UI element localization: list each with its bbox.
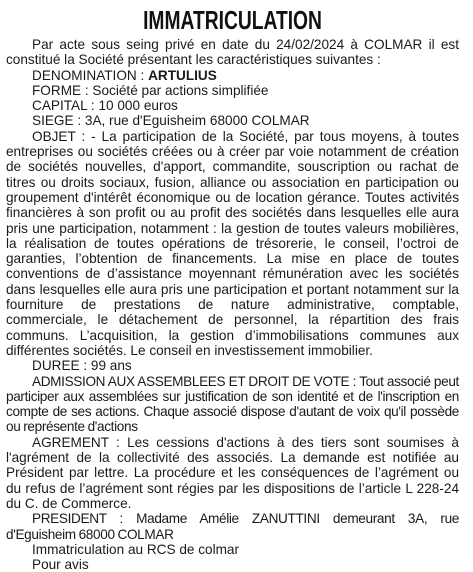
rcs-line: Immatriculation au RCS de colmar [32, 541, 239, 557]
forme-line: FORME : Société par actions simplifiée [32, 82, 269, 98]
objet-paragraph: OBJET : - La participation de la Société, par tous moyens, à toutes entreprises ou sociétés créées ou à créer par voie notamment de création de sociétés nouvelles, d'apport, commandite, souscription ou rachat de titres ou droits sociaux, fusion, alliance ou association en participation ou groupement d'intérêt économique ou de location gérance. Toutes activités financières à son profit ou au profit des sociétés dans lesquelles elle aura pris une participation, notamment : la gestion de toutes valeurs mobilières, la réalisation de toutes opérations de trésorerie, le conseil, l’octroi de garanties, l’obtention de financements. La mise en place de toutes conventions de d’assistance moyennant rémunération avec les sociétés dans lesquelles elle aura pris une participation et portant notamment sur la fourniture de prestations de nature administrative, comptable, commerciale, le détachement de personnel, la répartition des frais communs. L’acquisition, la gestion d’immobilisations communes aux différentes sociétés. Le conseil en investissement immobilier. [6, 128, 459, 358]
admission-paragraph: ADMISSION AUX ASSEMBLEES ET DROIT DE VOTE : Tout associé peut participer aux assemblées sur justification de son identité et de l'inscription en compte de ses actions. Chaque associé dispose d'autant de voix qu'il possède ou représente d'actions [6, 373, 459, 435]
president-line: PRESIDENT : Madame Amélie ZANUTTINI demeurant 3A, rue d'Eguisheim 68000 COLMAR [6, 511, 459, 542]
duree-line: DUREE : 99 ans [32, 358, 132, 374]
denomination-value: ARTULIUS [148, 67, 217, 83]
capital-line: CAPITAL : 10 000 euros [32, 98, 178, 114]
siege-line: SIEGE : 3A, rue d'Eguisheim 68000 COLMAR [32, 113, 310, 129]
notice-title: IMMATRICULATION [143, 5, 322, 35]
intro-paragraph: Par acte sous seing privé en date du 24/02/2024 à COLMAR il est constitué la Société présentant les caractéristiques suivantes : [6, 37, 459, 68]
agrement-paragraph: AGREMENT : Les cessions d'actions à des tiers sont soumises à l'agrément de la collectivité des associés. La demande est notifiée au Président par lettre. La procédure et les conséquences de l’agrément ou du refus de l’agrément sont régies par les dispositions de l’article L 228-24 du C. de Commerce. [6, 434, 459, 511]
closing-line: Pour avis [32, 557, 89, 572]
denomination-line [6, 68, 459, 83]
denomination-label: DENOMINATION : [32, 67, 149, 83]
notice-body [6, 37, 459, 572]
